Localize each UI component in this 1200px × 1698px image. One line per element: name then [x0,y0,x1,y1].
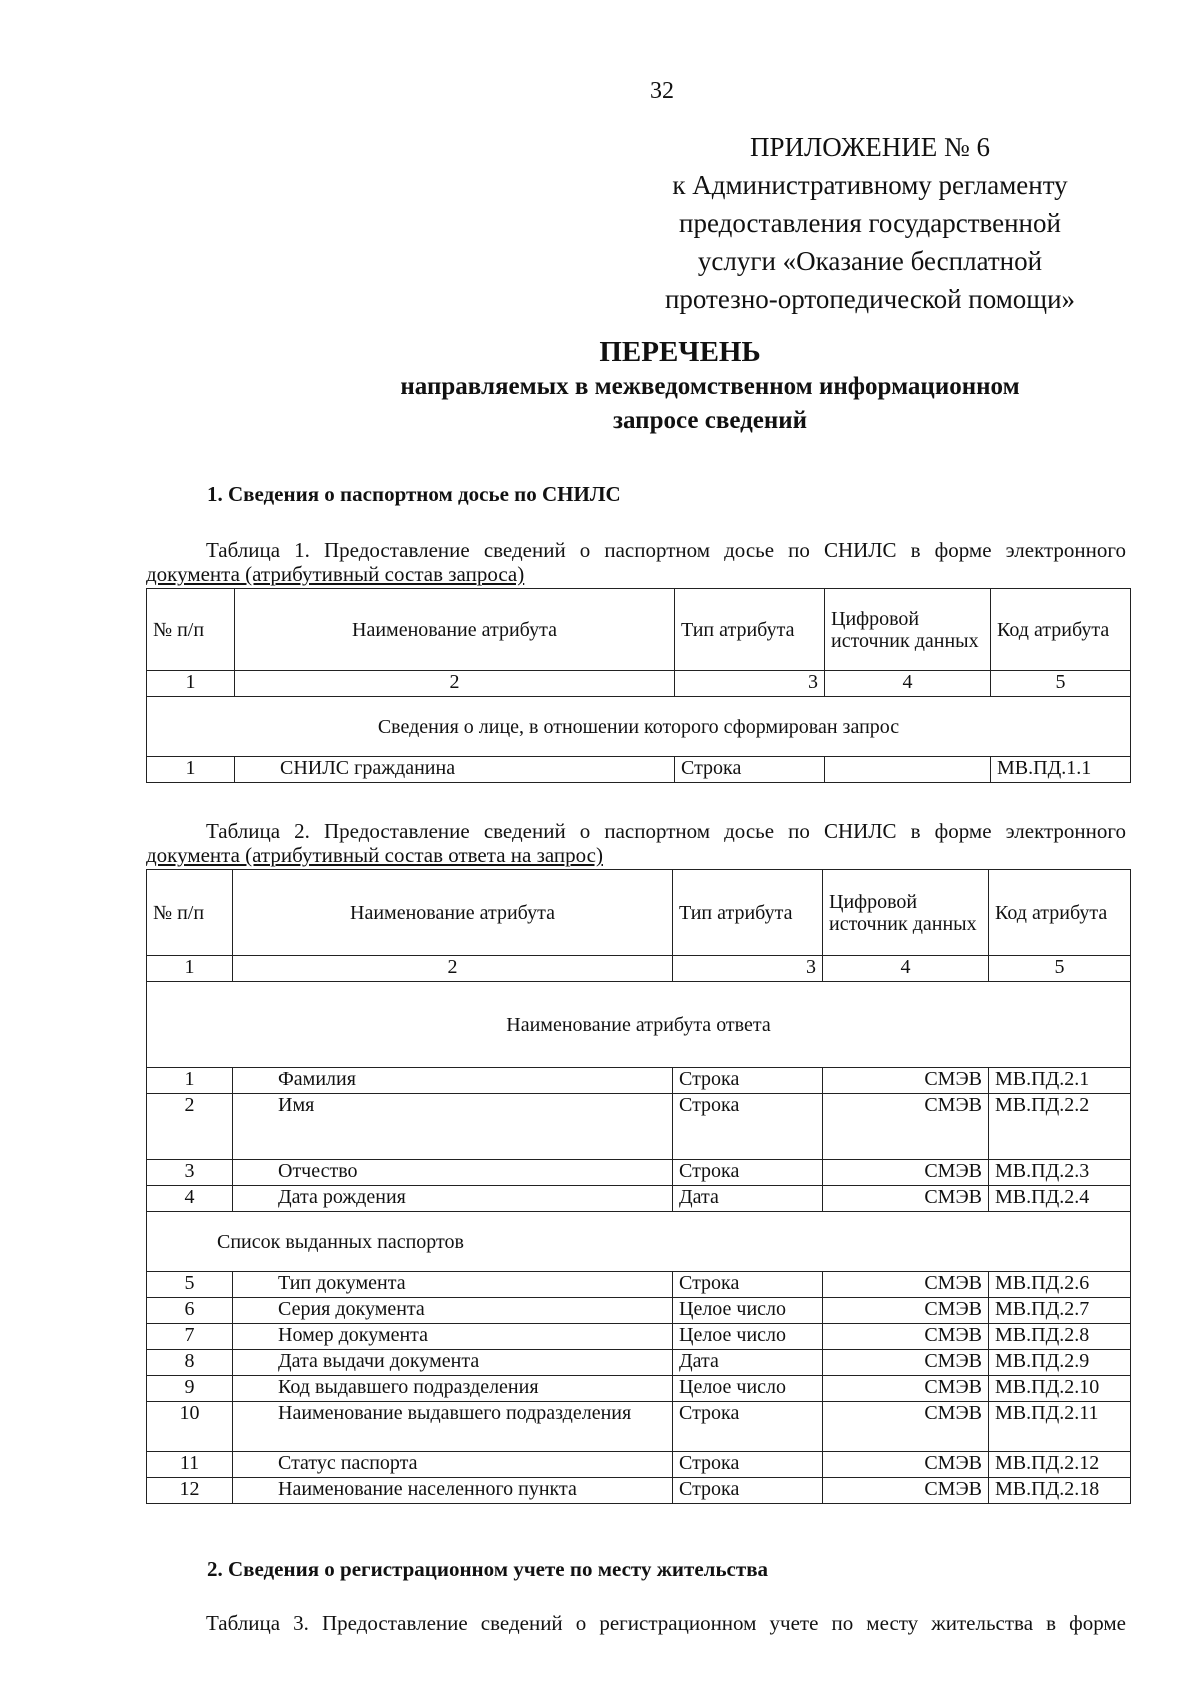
header-cell: Тип атрибута [673,870,823,956]
column-number: 5 [989,956,1131,982]
attribute-type: Строка [673,1478,823,1504]
table-row [147,1376,1131,1402]
attribute-name: Наименование населенного пункта [233,1478,673,1504]
row-number: 8 [147,1350,233,1376]
attribute-type: Строка [673,1402,823,1452]
table-1-caption [146,538,1126,586]
caption-line: Таблица 2. Предоставление сведений о паспортном досье по СНИЛС в форме электронного [206,819,1126,843]
header-cell: Код атрибута [991,589,1131,671]
column-number: 4 [823,956,989,982]
attribute-type: Целое число [673,1324,823,1350]
data-source [825,757,991,783]
attribute-code: МВ.ПД.2.10 [989,1376,1131,1402]
row-number: 4 [147,1186,233,1212]
header-cell: Наименование атрибута [235,589,675,671]
appendix-line: предоставления государственной [679,208,1061,238]
header-cell: Цифровой источник данных [823,870,989,956]
caption-line: документа (атрибутивный состав запроса) [146,562,525,586]
table-1 [146,588,1131,783]
table-row [147,1298,1131,1324]
attribute-code: МВ.ПД.2.3 [989,1160,1131,1186]
attribute-name: Дата выдачи документа [233,1350,673,1376]
table-row [147,757,1131,783]
section-2-heading: 2. Сведения о регистрационном учете по месту жительства [207,1557,769,1581]
column-number: 4 [825,671,991,697]
data-source: СМЭВ [823,1094,989,1160]
attribute-type: Строка [675,757,825,783]
row-number: 9 [147,1376,233,1402]
data-source: СМЭВ [823,1452,989,1478]
header-cell: № п/п [147,870,233,956]
attribute-type: Строка [673,1068,823,1094]
attribute-type: Строка [673,1272,823,1298]
table-row [147,1324,1131,1350]
attribute-code: МВ.ПД.2.4 [989,1186,1131,1212]
attribute-name: Номер документа [233,1324,673,1350]
column-number: 2 [233,956,673,982]
data-source: СМЭВ [823,1298,989,1324]
subtitle-line: запросе сведений [612,407,808,434]
caption-line: Таблица 3. Предоставление сведений о регистрационном учете по месту жительства в форме [206,1611,1126,1635]
attribute-type: Строка [673,1160,823,1186]
table-2 [146,869,1131,1504]
appendix-title: ПРИЛОЖЕНИЕ № 6 [749,132,991,162]
attribute-code: МВ.ПД.2.9 [989,1350,1131,1376]
row-number: 12 [147,1478,233,1504]
attribute-name: Фамилия [233,1068,673,1094]
attribute-type: Целое число [673,1298,823,1324]
row-number: 1 [147,1068,233,1094]
appendix-block [620,128,1120,318]
header-cell: Наименование атрибута [233,870,673,956]
data-source: СМЭВ [823,1160,989,1186]
column-number: 5 [991,671,1131,697]
caption-line: документа (атрибутивный состав ответа на запрос) [146,843,603,867]
attribute-type: Дата [673,1350,823,1376]
table-row [147,1160,1131,1186]
row-number: 7 [147,1324,233,1350]
row-number: 11 [147,1452,233,1478]
data-source: СМЭВ [823,1350,989,1376]
header-cell: Код атрибута [989,870,1131,956]
table-row [147,1402,1131,1452]
data-source: СМЭВ [823,1478,989,1504]
attribute-name: Серия документа [233,1298,673,1324]
attribute-code: МВ.ПД.1.1 [991,757,1131,783]
attribute-code: МВ.ПД.2.8 [989,1324,1131,1350]
attribute-name: Наименование выдавшего подразделения [233,1402,673,1452]
table-row [147,1068,1131,1094]
attribute-code: МВ.ПД.2.1 [989,1068,1131,1094]
row-number: 2 [147,1094,233,1160]
attribute-name: Статус паспорта [233,1452,673,1478]
column-number: 1 [147,956,233,982]
attribute-name: Отчество [233,1160,673,1186]
data-source: СМЭВ [823,1272,989,1298]
data-source: СМЭВ [823,1324,989,1350]
attribute-type: Дата [673,1186,823,1212]
column-number: 2 [235,671,675,697]
attribute-name: Имя [233,1094,673,1160]
attribute-type: Строка [673,1452,823,1478]
table-row [147,1272,1131,1298]
attribute-name: Тип документа [233,1272,673,1298]
attribute-name: Дата рождения [233,1186,673,1212]
table-row [147,1094,1131,1160]
section-1-heading: 1. Сведения о паспортном досье по СНИЛС [207,482,621,506]
row-number: 10 [147,1402,233,1452]
attribute-type: Строка [673,1094,823,1160]
attribute-code: МВ.ПД.2.2 [989,1094,1131,1160]
table-row [147,1350,1131,1376]
header-cell: № п/п [147,589,235,671]
attribute-code: МВ.ПД.2.11 [989,1402,1131,1452]
column-number: 3 [675,671,825,697]
appendix-line: протезно-ортопедической помощи» [664,284,1076,314]
table-row [147,1452,1131,1478]
appendix-line: услуги «Оказание бесплатной [697,246,1043,276]
data-source: СМЭВ [823,1186,989,1212]
document-subtitle [320,370,1100,438]
attribute-name: СНИЛС гражданина [235,757,675,783]
data-source: СМЭВ [823,1402,989,1452]
table-3-caption [146,1611,1126,1635]
group-row: Сведения о лице, в отношении которого сформирован запрос [147,697,1131,757]
attribute-name: Код выдавшего подразделения [233,1376,673,1402]
row-number: 6 [147,1298,233,1324]
subtitle-line: направляемых в межведомственном информационном [400,373,1020,400]
group-row: Наименование атрибута ответа [147,982,1131,1068]
group-row: Список выданных паспортов [147,1212,1131,1272]
table-row [147,1186,1131,1212]
data-source: СМЭВ [823,1068,989,1094]
table-row [147,1478,1131,1504]
row-number: 1 [147,757,235,783]
page-number: 32 [650,78,674,104]
attribute-type: Целое число [673,1376,823,1402]
document-title: ПЕРЕЧЕНЬ [599,336,761,368]
column-number: 3 [673,956,823,982]
attribute-code: МВ.ПД.2.18 [989,1478,1131,1504]
attribute-code: МВ.ПД.2.6 [989,1272,1131,1298]
caption-line: Таблица 1. Предоставление сведений о паспортном досье по СНИЛС в форме электронного [206,538,1126,562]
attribute-code: МВ.ПД.2.12 [989,1452,1131,1478]
appendix-line: к Административному регламенту [672,170,1068,200]
attribute-code: МВ.ПД.2.7 [989,1298,1131,1324]
table-2-caption [146,819,1126,867]
column-number: 1 [147,671,235,697]
row-number: 5 [147,1272,233,1298]
header-cell: Тип атрибута [675,589,825,671]
row-number: 3 [147,1160,233,1186]
data-source: СМЭВ [823,1376,989,1402]
header-cell: Цифровой источник данных [825,589,991,671]
